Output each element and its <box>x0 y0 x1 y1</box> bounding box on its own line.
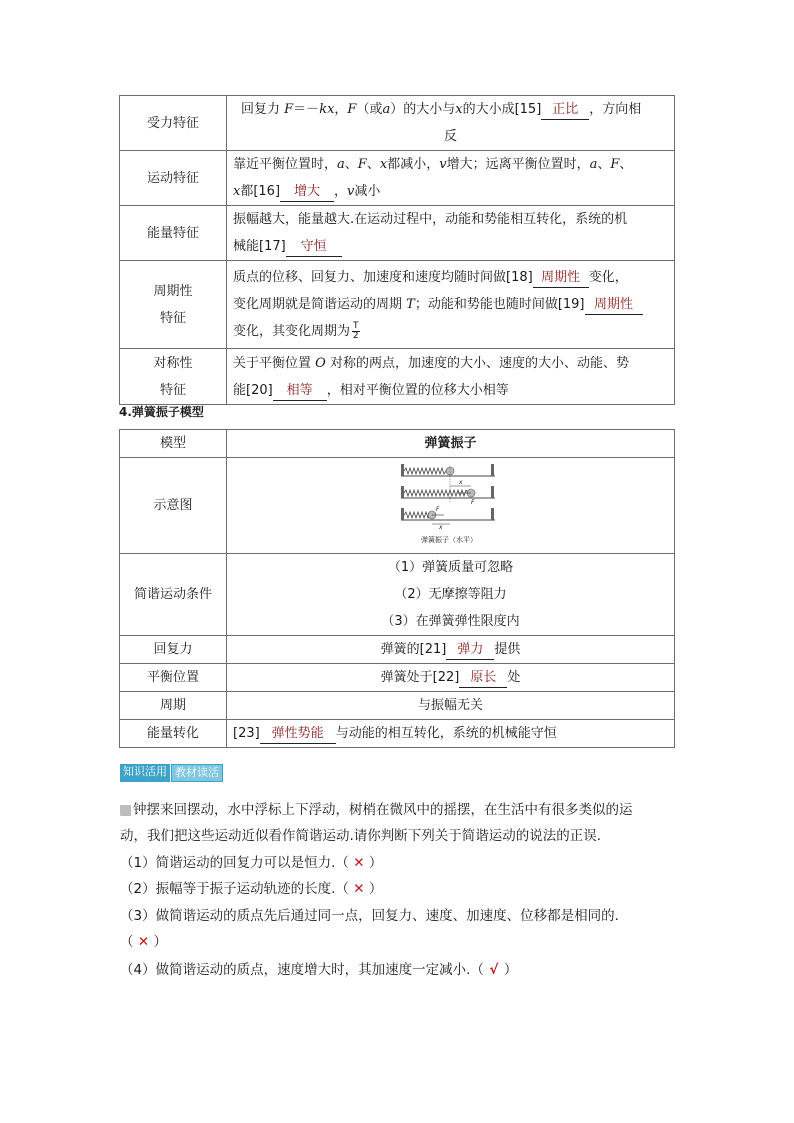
cross-mark-icon: ✕ <box>137 934 150 950</box>
row-content: 与振幅无关 <box>227 692 675 720</box>
exercise-intro: 钟摆来回摆动，水中浮标上下浮动，树梢在微风中的摇摆，在生活中有很多类似的运 动，我们把这些运动近似看作简谐运动.请你判断下列关于简谐运动的说法的正误. <box>120 802 633 844</box>
table-row <box>120 458 675 554</box>
answer-blank: 守恒 <box>286 238 342 257</box>
answer-blank: 相等 <box>273 382 327 401</box>
row-label: 示意图 <box>120 458 227 554</box>
spring <box>404 468 446 474</box>
row-label: 平衡位置 <box>120 664 227 692</box>
table-row <box>120 206 675 261</box>
table-row <box>120 636 675 664</box>
row-content: 弹簧处于[22] 原长 处 <box>227 664 675 692</box>
label-x: x <box>458 478 463 486</box>
bullet-icon <box>120 805 131 816</box>
cross-mark-icon: ✕ <box>353 881 365 897</box>
answer-blank: 周期性 <box>533 269 589 288</box>
label-F: F <box>470 498 474 506</box>
header-cell: 模型 <box>120 430 227 458</box>
fraction: $\frac{T}{2}$ <box>352 321 359 341</box>
answer-blank: 弹力 <box>446 641 494 660</box>
table-row <box>120 430 675 458</box>
row-content: 弹簧的[21] 弹力 提供 <box>227 636 675 664</box>
row-label: 对称性 特征 <box>120 349 227 405</box>
condition-item: （3）在弹簧弹性限度内 <box>381 614 520 629</box>
row-label: 受力特征 <box>120 96 227 151</box>
question-4: （4）做简谐运动的质点，速度增大时，其加速度一定减小.（ √ ） <box>120 957 680 983</box>
table-row <box>120 664 675 692</box>
diagram-caption: 弹簧振子（水平） <box>420 535 477 544</box>
header-cell: 弹簧振子 <box>227 430 675 458</box>
answer-blank: 正比 <box>541 101 589 120</box>
row-label: 简谐运动条件 <box>120 554 227 636</box>
wall <box>491 508 494 520</box>
condition-item: （2）无摩擦等阻力 <box>394 587 507 602</box>
wall <box>491 464 494 476</box>
features-table <box>119 95 675 405</box>
answer-blank: 增大 <box>280 183 334 202</box>
row-label: 能量特征 <box>120 206 227 261</box>
table-row <box>120 96 675 151</box>
row-label: 运动特征 <box>120 151 227 206</box>
spring-oscillator-table <box>119 429 675 748</box>
section-title: 4.弹簧振子模型 <box>119 405 204 419</box>
wall <box>401 486 404 498</box>
row-label: 能量转化 <box>120 720 227 748</box>
row-content: 回复力 F＝－kx，F（或a）的大小与x的大小成[15] 正比 ，方向相 反 <box>227 96 675 151</box>
question-1: （1）简谐运动的回复力可以是恒力.（ ✕ ） <box>120 850 680 876</box>
conditions-cell <box>227 554 675 636</box>
table-row <box>120 692 675 720</box>
row-content: 振幅越大，能量越大.在运动过程中，动能和势能相互转化，系统的机 械能[17] 守恒 <box>227 206 675 261</box>
table-row <box>120 151 675 206</box>
question-3: （3）做简谐运动的质点先后通过同一点，回复力、速度、加速度、位移都是相同的. （ ✕ ） <box>120 903 680 955</box>
cross-mark-icon: ✕ <box>353 855 365 871</box>
answer-blank: 原长 <box>459 669 507 688</box>
answer-blank: 弹性势能 <box>260 725 336 744</box>
row-label: 周期性 特征 <box>120 261 227 349</box>
wall <box>491 486 494 498</box>
tag-textbook: 教材读活 <box>171 764 223 782</box>
label-x: x <box>438 523 443 531</box>
question-2: （2）振幅等于振子运动轨迹的长度.（ ✕ ） <box>120 876 680 902</box>
table-row <box>120 720 675 748</box>
row-label: 回复力 <box>120 636 227 664</box>
table-row <box>120 349 675 405</box>
row-content: 靠近平衡位置时，a、F、x都减小，v增大；远离平衡位置时，a、F、 x都[16] 增大 ，v减小 <box>227 151 675 206</box>
condition-item: （1）弹簧质量可忽略 <box>387 560 514 575</box>
row-content: 质点的位移、回复力、加速度和速度均随时间做[18] 周期性 变化， 变化周期就是简谐运动的周期 T；动能和势能也随时间做[19] 周期性 变化，其变化周期为 $\frac{T}{2}$ <box>227 261 675 349</box>
tag-knowledge: 知识活用 <box>120 764 170 782</box>
label-F: F <box>435 505 439 513</box>
wall <box>401 508 404 520</box>
check-mark-icon: √ <box>489 962 499 978</box>
row-label: 周期 <box>120 692 227 720</box>
section-tags <box>120 764 223 782</box>
answer-blank: 周期性 <box>585 296 643 315</box>
table-row <box>120 554 675 636</box>
spring-oscillator-diagram <box>399 464 503 548</box>
row-content: [23] 弹性势能 与动能的相互转化，系统的机械能守恒 <box>227 720 675 748</box>
table-row <box>120 261 675 349</box>
row-content: 关于平衡位置 O 对称的两点，加速度的大小、速度的大小、动能、势 能[20] 相等 ，相对平衡位置的位移大小相等 <box>227 349 675 405</box>
diagram-cell <box>227 458 675 554</box>
wall <box>401 464 404 476</box>
